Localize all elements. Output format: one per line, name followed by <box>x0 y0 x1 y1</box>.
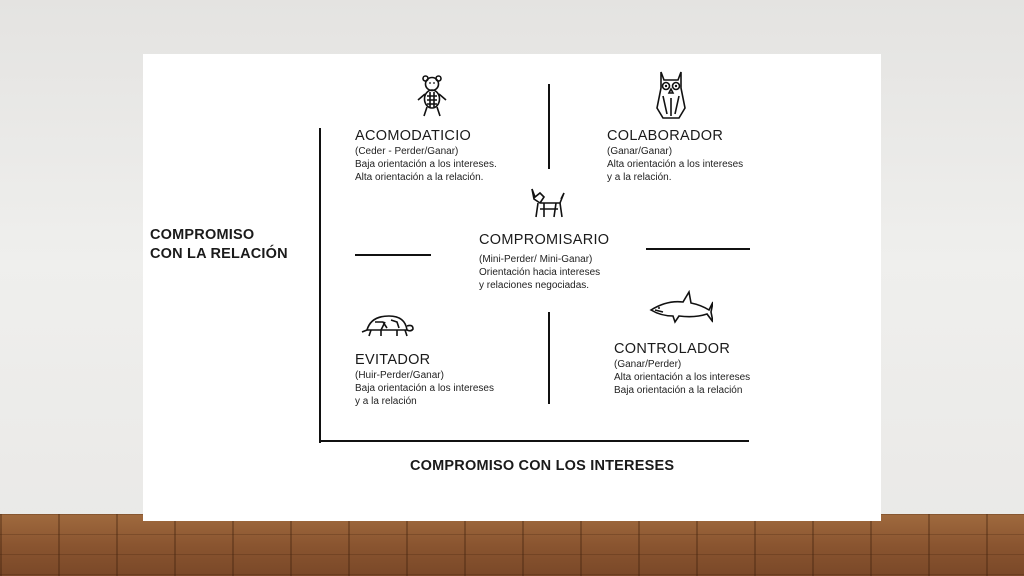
quadrant-evitador <box>355 351 494 408</box>
turtle-icon <box>361 312 415 338</box>
x-axis-label: COMPROMISO CON LOS INTERESES <box>410 458 675 474</box>
acomodaticio-title: ACOMODATICIO <box>355 128 472 144</box>
y-axis-label-line-2: CON LA RELACIÓN <box>150 246 288 262</box>
colaborador-line-3: y a la relación. <box>607 172 672 183</box>
controlador-line-3: Baja orientación a la relación <box>614 385 743 396</box>
colaborador-line-1: (Ganar/Ganar) <box>607 146 673 157</box>
wooden-floor <box>0 514 1024 576</box>
teddy-bear-icon <box>415 74 449 118</box>
evitador-line-2: Baja orientación a los intereses <box>355 383 494 394</box>
left-divider <box>355 254 431 256</box>
controlador-line-2: Alta orientación a los intereses <box>614 372 751 383</box>
evitador-title: EVITADOR <box>355 352 431 368</box>
compromisario-title: COMPROMISARIO <box>479 232 610 248</box>
lower-divider <box>548 312 550 404</box>
quadrant-colaborador <box>607 127 743 184</box>
shark-icon <box>649 290 713 326</box>
acomodaticio-line-2: Baja orientación a los intereses. <box>355 159 497 170</box>
y-axis-line <box>319 128 321 443</box>
diagram-card <box>143 54 881 521</box>
colaborador-line-2: Alta orientación a los intereses <box>607 159 744 170</box>
quadrant-controlador <box>614 340 750 397</box>
fox-icon <box>528 185 566 221</box>
quadrant-acomodaticio <box>355 127 497 184</box>
y-axis-label <box>150 226 288 264</box>
controlador-title: CONTROLADOR <box>614 341 731 357</box>
acomodaticio-line-3: Alta orientación a la relación. <box>355 172 484 183</box>
right-divider <box>646 248 750 250</box>
colaborador-title: COLABORADOR <box>607 128 724 144</box>
compromisario-line-3: y relaciones negociadas. <box>479 280 590 291</box>
y-axis-label-line-1: COMPROMISO <box>150 227 255 243</box>
compromisario-line-1: (Mini-Perder/ Mini-Ganar) <box>479 254 593 265</box>
owl-icon <box>653 68 689 122</box>
x-axis-line <box>319 440 749 442</box>
upper-divider <box>548 84 550 169</box>
controlador-line-1: (Ganar/Perder) <box>614 359 682 370</box>
compromisario-line-2: Orientación hacia intereses <box>479 267 601 278</box>
evitador-line-1: (Huir-Perder/Ganar) <box>355 370 444 381</box>
quadrant-compromisario <box>479 231 609 292</box>
acomodaticio-line-1: (Ceder - Perder/Ganar) <box>355 146 459 157</box>
evitador-line-3: y a la relación <box>355 396 417 407</box>
